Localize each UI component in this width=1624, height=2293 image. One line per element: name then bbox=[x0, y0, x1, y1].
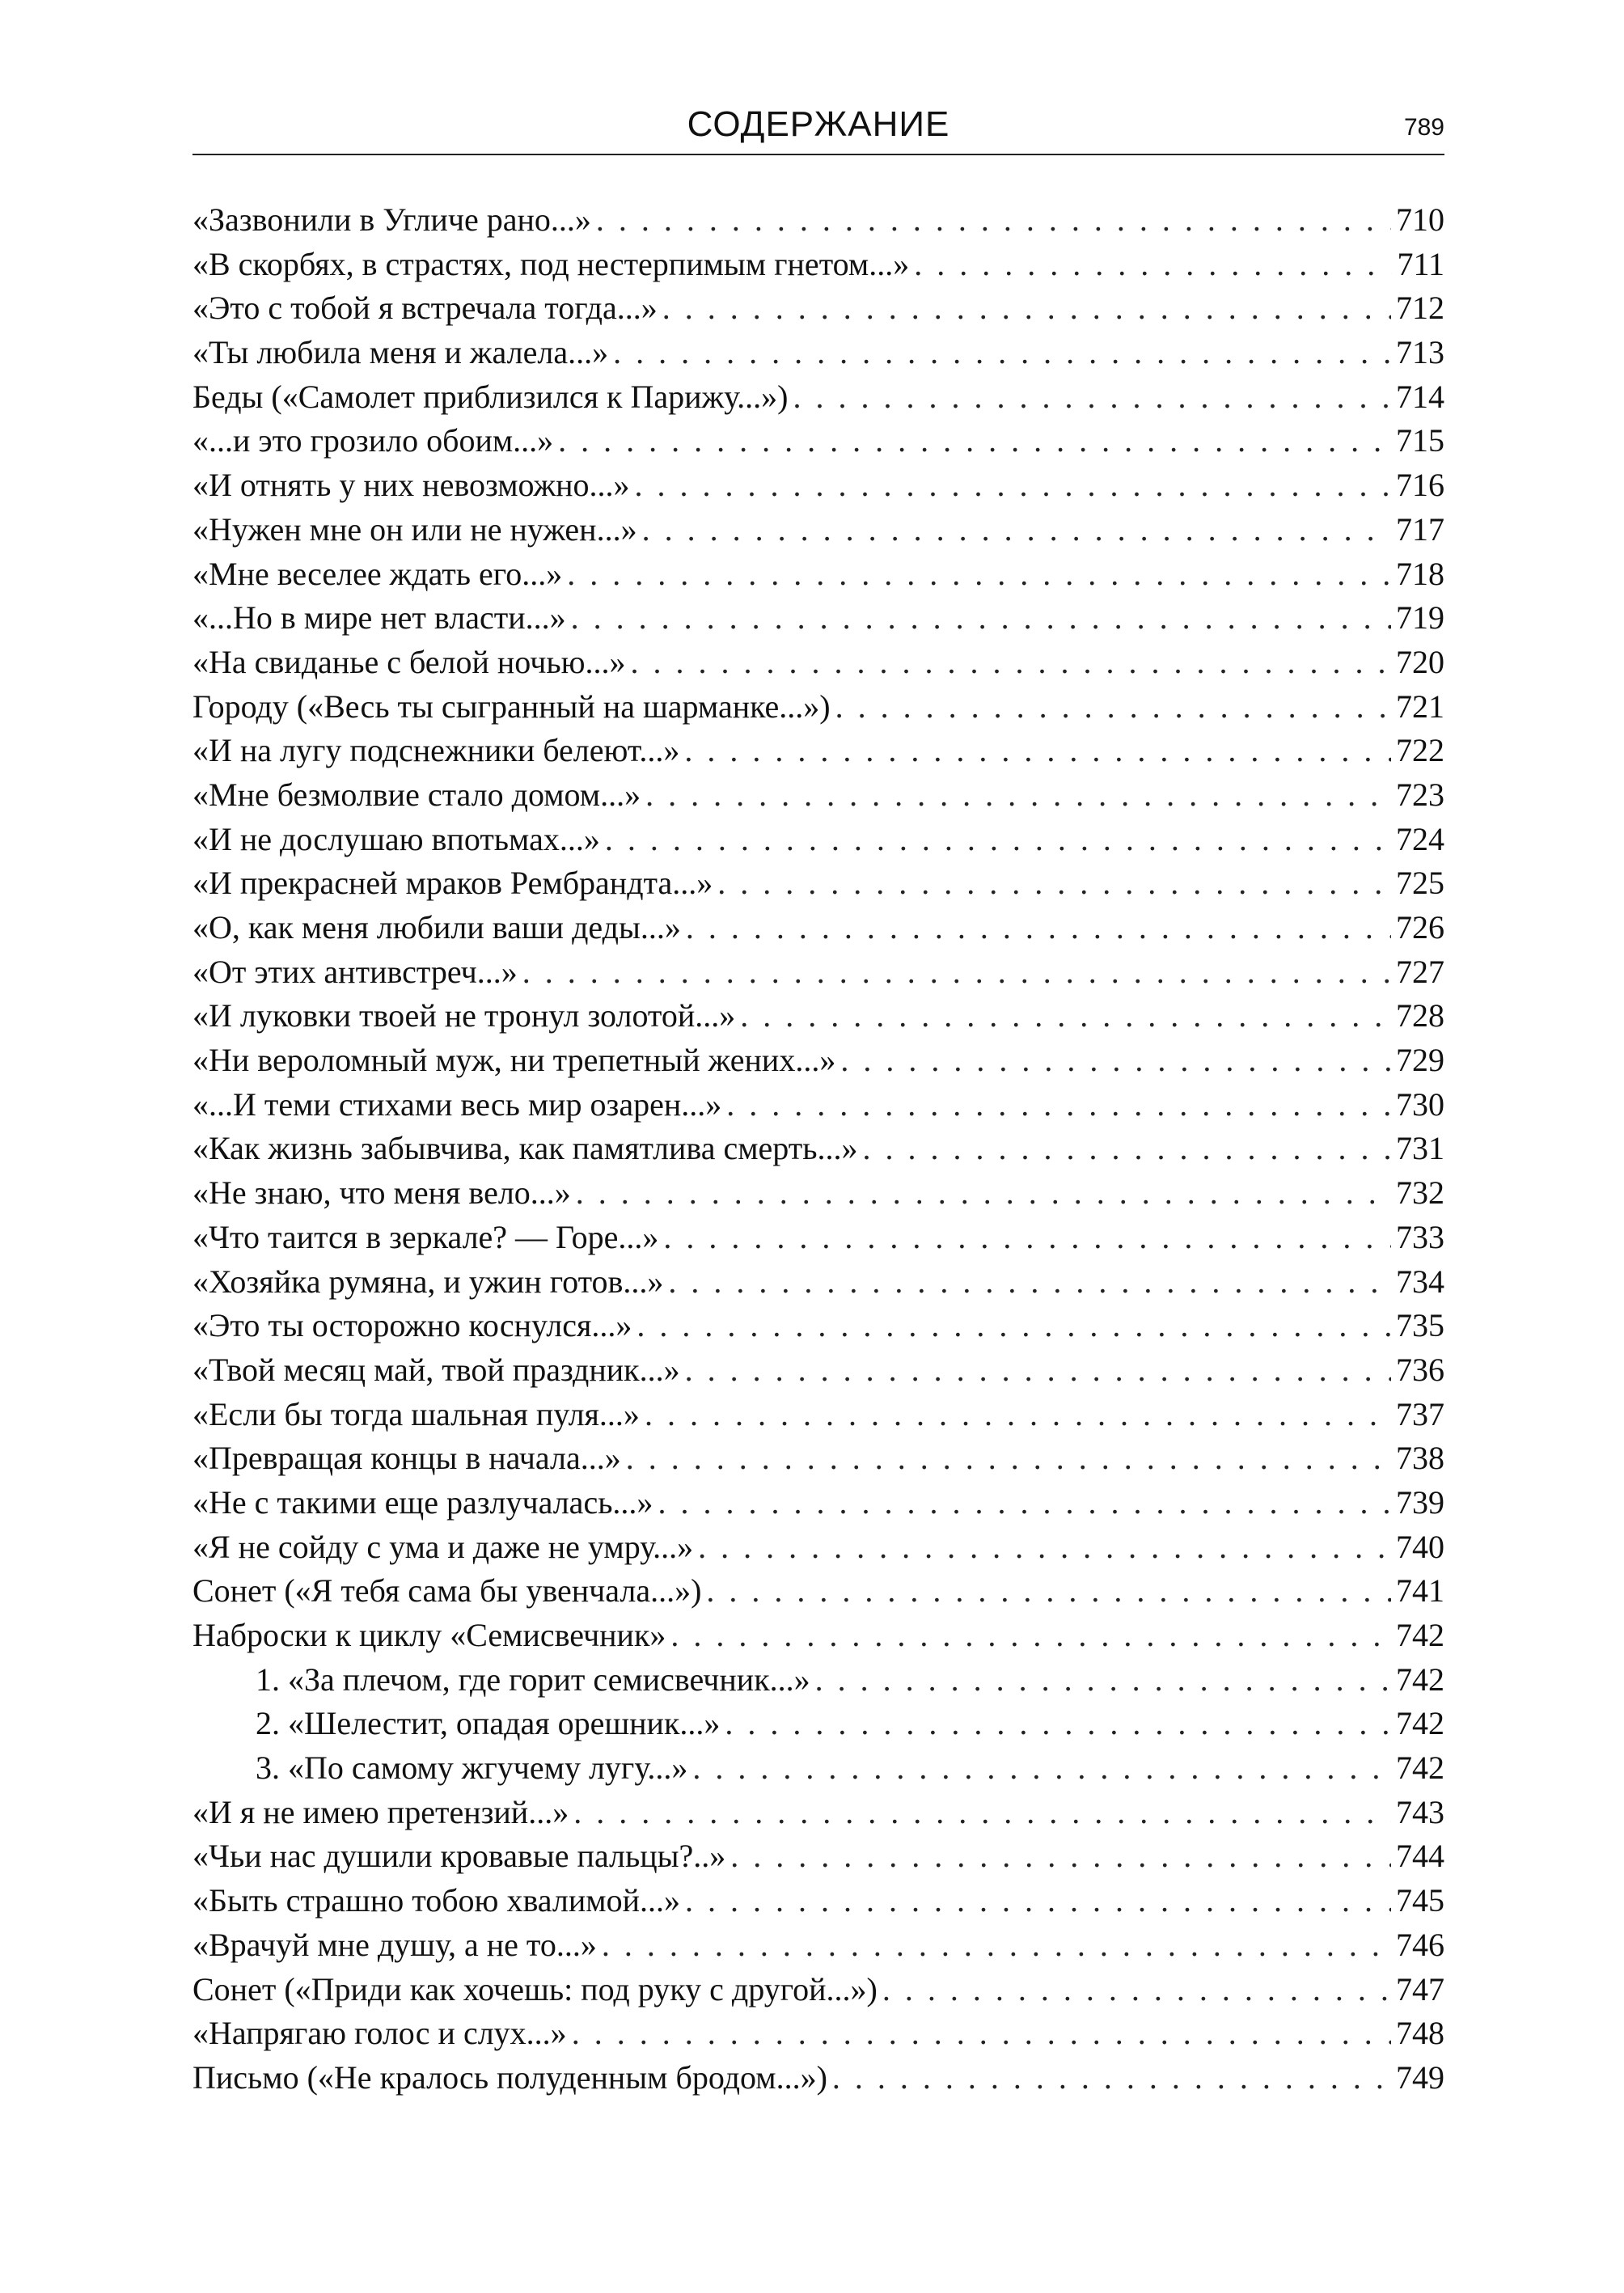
running-header bbox=[192, 95, 1444, 155]
toc-entry-title: «Это ты осторожно коснулся...» bbox=[192, 1307, 632, 1344]
toc-entry-page: 723 bbox=[1396, 776, 1444, 813]
toc-entry bbox=[192, 1525, 1444, 1570]
dot-leader bbox=[558, 419, 1391, 463]
toc-entry-title: «Ты любила меня и жалела...» bbox=[192, 334, 609, 371]
dot-leader bbox=[658, 1481, 1391, 1525]
toc-entry-title: «И я не имею претензий...» bbox=[192, 1793, 569, 1830]
dot-leader bbox=[576, 1171, 1391, 1216]
toc-entry-sub bbox=[192, 1702, 1444, 1746]
dot-leader bbox=[740, 994, 1391, 1039]
dot-leader bbox=[668, 1260, 1391, 1305]
toc-entry bbox=[192, 1436, 1444, 1481]
toc-entry bbox=[192, 906, 1444, 950]
toc-entry bbox=[192, 375, 1444, 420]
table-of-contents bbox=[192, 198, 1444, 2101]
dot-leader bbox=[572, 2012, 1391, 2056]
toc-entry-title: «Напрягаю голос и слух...» bbox=[192, 2015, 567, 2052]
toc-entry-title: «Если бы тогда шальная пуля...» bbox=[192, 1395, 640, 1432]
toc-entry-title: Наброски к циклу «Семисвечник» bbox=[192, 1617, 666, 1653]
toc-entry-title: «Превращая концы в начала...» bbox=[192, 1440, 621, 1477]
dot-leader bbox=[832, 2056, 1391, 2101]
toc-entry bbox=[192, 818, 1444, 862]
toc-entry-page: 717 bbox=[1396, 510, 1444, 548]
toc-entry-page: 743 bbox=[1396, 1793, 1444, 1830]
dot-leader bbox=[596, 198, 1391, 243]
toc-entry bbox=[192, 552, 1444, 597]
dot-leader bbox=[706, 1569, 1391, 1614]
dot-leader bbox=[717, 861, 1391, 906]
dot-leader bbox=[602, 1923, 1391, 1968]
toc-entry bbox=[192, 861, 1444, 906]
dot-leader bbox=[573, 1791, 1391, 1835]
toc-entry bbox=[192, 1968, 1444, 2012]
toc-entry bbox=[192, 1039, 1444, 1083]
toc-entry bbox=[192, 596, 1444, 641]
toc-entry bbox=[192, 419, 1444, 463]
toc-entry-title: «Мне веселее ждать его...» bbox=[192, 555, 563, 592]
toc-entry-page: 718 bbox=[1396, 555, 1444, 592]
toc-entry-page: 726 bbox=[1396, 909, 1444, 946]
toc-entry-title: «И луковки твоей не тронул золотой...» bbox=[192, 997, 736, 1034]
toc-entry-page: 715 bbox=[1396, 422, 1444, 459]
toc-entry-page: 728 bbox=[1396, 997, 1444, 1034]
dot-leader bbox=[645, 773, 1391, 818]
toc-entry bbox=[192, 641, 1444, 685]
toc-entry bbox=[192, 463, 1444, 508]
toc-entry-page: 742 bbox=[1396, 1705, 1444, 1742]
toc-entry bbox=[192, 286, 1444, 331]
dot-leader bbox=[522, 950, 1391, 995]
toc-entry bbox=[192, 1171, 1444, 1216]
toc-entry-page: 746 bbox=[1396, 1926, 1444, 1963]
toc-entry-page: 741 bbox=[1396, 1572, 1444, 1610]
toc-entry bbox=[192, 950, 1444, 995]
toc-entry-page: 742 bbox=[1396, 1749, 1444, 1787]
toc-entry-page: 732 bbox=[1396, 1174, 1444, 1212]
toc-entry-title: Городу («Весь ты сыгранный на шарманке...») bbox=[192, 687, 831, 725]
dot-leader bbox=[571, 596, 1391, 641]
toc-entry-page: 738 bbox=[1396, 1440, 1444, 1477]
toc-entry bbox=[192, 1393, 1444, 1437]
book-page bbox=[192, 0, 1444, 2293]
page-title: СОДЕРЖАНИЕ bbox=[687, 104, 950, 144]
toc-entry-page: 730 bbox=[1396, 1085, 1444, 1123]
dot-leader bbox=[642, 508, 1391, 552]
dot-leader bbox=[631, 641, 1391, 685]
dot-leader bbox=[725, 1702, 1391, 1746]
toc-entry bbox=[192, 1923, 1444, 1968]
toc-entry-title: «Не с такими еще разлучалась...» bbox=[192, 1483, 653, 1521]
toc-entry-title: «И на лугу подснежники белеют...» bbox=[192, 732, 680, 769]
toc-entry-page: 734 bbox=[1396, 1263, 1444, 1300]
dot-leader bbox=[726, 1083, 1391, 1127]
dot-leader bbox=[914, 243, 1392, 287]
toc-entry-title: «Это с тобой я встречала тогда...» bbox=[192, 290, 658, 327]
toc-entry bbox=[192, 1569, 1444, 1614]
page-number: 789 bbox=[1403, 114, 1444, 141]
dot-leader bbox=[635, 463, 1391, 508]
toc-entry-title: «Как жизнь забывчива, как памятлива смерть...» bbox=[192, 1130, 858, 1167]
toc-entry-page: 729 bbox=[1396, 1042, 1444, 1079]
toc-entry-page: 724 bbox=[1396, 820, 1444, 857]
toc-entry bbox=[192, 1127, 1444, 1171]
toc-entry bbox=[192, 1304, 1444, 1348]
toc-entry-page: 748 bbox=[1396, 2015, 1444, 2052]
toc-entry-page: 722 bbox=[1396, 732, 1444, 769]
toc-entry bbox=[192, 773, 1444, 818]
dot-leader bbox=[613, 331, 1391, 375]
toc-entry-title: «Твой месяц май, твой праздник...» bbox=[192, 1351, 680, 1388]
toc-entry-page: 742 bbox=[1396, 1617, 1444, 1653]
toc-entry-page: 716 bbox=[1396, 467, 1444, 504]
toc-entry bbox=[192, 1481, 1444, 1525]
toc-entry-page: 713 bbox=[1396, 334, 1444, 371]
toc-entry-page: 742 bbox=[1396, 1661, 1444, 1698]
dot-leader bbox=[862, 1127, 1391, 1171]
toc-entry bbox=[192, 1834, 1444, 1879]
toc-entry-page: 749 bbox=[1396, 2058, 1444, 2096]
dot-leader bbox=[685, 1879, 1391, 1923]
dot-leader bbox=[815, 1658, 1391, 1703]
dot-leader bbox=[663, 1216, 1391, 1260]
toc-entry bbox=[192, 1614, 1444, 1658]
toc-entry bbox=[192, 198, 1444, 243]
toc-entry-title: «На свиданье с белой ночью...» bbox=[192, 643, 626, 680]
toc-entry-title: Письмо («Не кралось полуденным бродом...») bbox=[192, 2058, 827, 2096]
toc-entry-title: «И отнять у них невозможно...» bbox=[192, 467, 630, 504]
toc-entry-title: «...Но в мире нет власти...» bbox=[192, 599, 566, 637]
toc-entry-title: «Чьи нас душили кровавые пальцы?..» bbox=[192, 1838, 726, 1875]
toc-entry-page: 727 bbox=[1396, 953, 1444, 990]
dot-leader bbox=[605, 818, 1391, 862]
dot-leader bbox=[835, 685, 1391, 730]
toc-entry-page: 721 bbox=[1396, 687, 1444, 725]
dot-leader bbox=[840, 1039, 1391, 1083]
toc-entry-page: 725 bbox=[1396, 865, 1444, 902]
dot-leader bbox=[567, 552, 1391, 597]
toc-entry-title: «В скорбях, в страстях, под нестерпимым гнетом...» bbox=[192, 245, 910, 282]
toc-entry-page: 740 bbox=[1396, 1528, 1444, 1565]
toc-entry-title: «Мне безмолвие стало домом...» bbox=[192, 776, 641, 813]
toc-entry-title: Сонет («Приди как хочешь: под руку с другой...») bbox=[192, 1970, 878, 2007]
dot-leader bbox=[730, 1834, 1391, 1879]
toc-entry bbox=[192, 243, 1444, 287]
toc-entry-page: 720 bbox=[1396, 643, 1444, 680]
toc-entry bbox=[192, 1791, 1444, 1835]
toc-entry-title: «И прекрасней мраков Рембрандта...» bbox=[192, 865, 713, 902]
toc-entry-sub bbox=[192, 1746, 1444, 1791]
toc-entry bbox=[192, 2012, 1444, 2056]
dot-leader bbox=[685, 1348, 1391, 1393]
toc-entry-title: «Что таится в зеркале? — Горе...» bbox=[192, 1218, 659, 1255]
toc-entry-page: 714 bbox=[1396, 378, 1444, 415]
toc-entry bbox=[192, 994, 1444, 1039]
toc-entry-title: «Я не сойду с ума и даже не умру...» bbox=[192, 1528, 694, 1565]
toc-entry bbox=[192, 508, 1444, 552]
toc-entry-title: 3. «По самому жгучему лугу...» bbox=[256, 1749, 688, 1787]
dot-leader bbox=[636, 1304, 1391, 1348]
toc-entry-title: 1. «За плечом, где горит семисвечник...» bbox=[256, 1661, 810, 1698]
toc-entry-title: «Не знаю, что меня вело...» bbox=[192, 1174, 571, 1212]
dot-leader bbox=[686, 906, 1391, 950]
dot-leader bbox=[692, 1746, 1391, 1791]
toc-entry-page: 710 bbox=[1396, 201, 1444, 238]
toc-entry bbox=[192, 685, 1444, 730]
dot-leader bbox=[684, 729, 1391, 773]
toc-entry-page: 733 bbox=[1396, 1218, 1444, 1255]
toc-entry-title: «...и это грозило обоим...» bbox=[192, 422, 554, 459]
toc-entry-page: 712 bbox=[1396, 290, 1444, 327]
toc-entry bbox=[192, 1348, 1444, 1393]
toc-entry bbox=[192, 729, 1444, 773]
toc-entry-title: Беды («Самолет приблизился к Парижу...») bbox=[192, 378, 789, 415]
toc-entry-title: 2. «Шелестит, опадая орешник...» bbox=[256, 1705, 721, 1742]
toc-entry-sub bbox=[192, 1658, 1444, 1703]
toc-entry-title: «О, как меня любили ваши деды...» bbox=[192, 909, 681, 946]
toc-entry bbox=[192, 2056, 1444, 2101]
toc-entry bbox=[192, 1260, 1444, 1305]
toc-entry-title: «От этих антивстреч...» bbox=[192, 953, 518, 990]
toc-entry-title: «...И теми стихами весь мир озарен...» bbox=[192, 1085, 722, 1123]
dot-leader bbox=[882, 1968, 1391, 2012]
toc-entry-title: «Зазвонили в Угличе рано...» bbox=[192, 201, 591, 238]
toc-entry-title: «Ни вероломный муж, ни трепетный жених...» bbox=[192, 1042, 836, 1079]
toc-entry-page: 731 bbox=[1396, 1130, 1444, 1167]
dot-leader bbox=[698, 1525, 1391, 1570]
toc-entry-page: 736 bbox=[1396, 1351, 1444, 1388]
toc-entry-page: 735 bbox=[1396, 1307, 1444, 1344]
dot-leader bbox=[670, 1614, 1391, 1658]
toc-entry-title: «Нужен мне он или не нужен...» bbox=[192, 510, 637, 548]
toc-entry-page: 711 bbox=[1397, 245, 1444, 282]
toc-entry-page: 739 bbox=[1396, 1483, 1444, 1521]
toc-entry bbox=[192, 331, 1444, 375]
dot-leader bbox=[793, 375, 1391, 420]
dot-leader bbox=[645, 1393, 1391, 1437]
toc-entry-title: Сонет («Я тебя сама бы увенчала...») bbox=[192, 1572, 702, 1610]
toc-entry-page: 737 bbox=[1396, 1395, 1444, 1432]
toc-entry-title: «Врачуй мне душу, а не то...» bbox=[192, 1926, 597, 1963]
dot-leader bbox=[662, 286, 1391, 331]
toc-entry-title: «Хозяйка румяна, и ужин готов...» bbox=[192, 1263, 664, 1300]
toc-entry-page: 745 bbox=[1396, 1882, 1444, 1919]
toc-entry bbox=[192, 1879, 1444, 1923]
toc-entry-title: «Быть страшно тобою хвалимой...» bbox=[192, 1882, 680, 1919]
toc-entry-page: 747 bbox=[1396, 1970, 1444, 2007]
toc-entry-title: «И не дослушаю впотьмах...» bbox=[192, 820, 600, 857]
toc-entry bbox=[192, 1083, 1444, 1127]
dot-leader bbox=[626, 1436, 1391, 1481]
toc-entry-page: 719 bbox=[1396, 599, 1444, 637]
toc-entry bbox=[192, 1216, 1444, 1260]
toc-entry-page: 744 bbox=[1396, 1838, 1444, 1875]
